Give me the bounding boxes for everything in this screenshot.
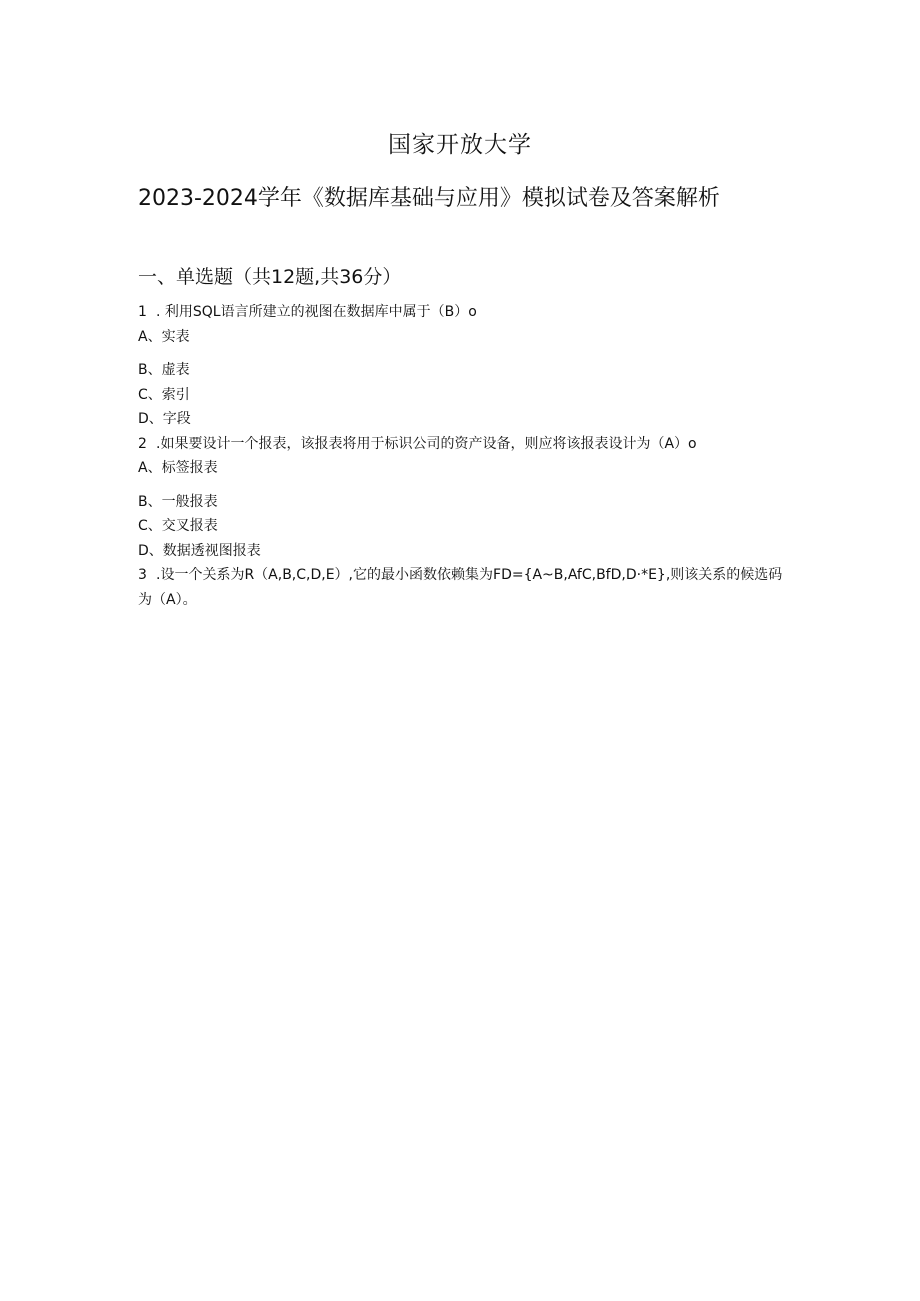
option-a: A、标签报表: [138, 460, 218, 476]
option-b: B、一般报表: [138, 493, 218, 510]
option-d: D、数据透视图报表: [138, 542, 261, 559]
option-c: C、索引: [138, 386, 190, 403]
question-stem: [138, 300, 788, 325]
option-c: C、交叉报表: [138, 518, 218, 534]
question-number: 1: [138, 304, 147, 320]
section-heading: 一、单选题（共12题,共36分）: [138, 266, 402, 288]
question-number: 3: [138, 567, 147, 583]
question-text: .如果要设计一个报表，该报表将用于标识公司的资产设备，则应将该报表设计为（A）o: [156, 435, 697, 452]
option-a: A、实表: [138, 328, 190, 345]
question-stem: [138, 432, 788, 457]
question-number: 2: [138, 435, 147, 452]
option-d: D、字段: [138, 411, 191, 427]
question-text: .设一个关系为R（A,B,C,D,E）,它的最小函数依赖集为FD={A~B,AfC,BfD,D·*E},则该关系的候选码为（A）。: [138, 567, 783, 608]
question-stem: [138, 563, 788, 612]
exam-title: 2023-2024学年《数据库基础与应用》模拟试卷及答案解析: [138, 186, 720, 211]
question-list: [138, 300, 788, 612]
question-text: . 利用SQL语言所建立的视图在数据库中属于（B）o: [156, 304, 477, 320]
institution-title: 国家开放大学: [388, 132, 532, 158]
option-b: B、虚表: [138, 362, 190, 378]
